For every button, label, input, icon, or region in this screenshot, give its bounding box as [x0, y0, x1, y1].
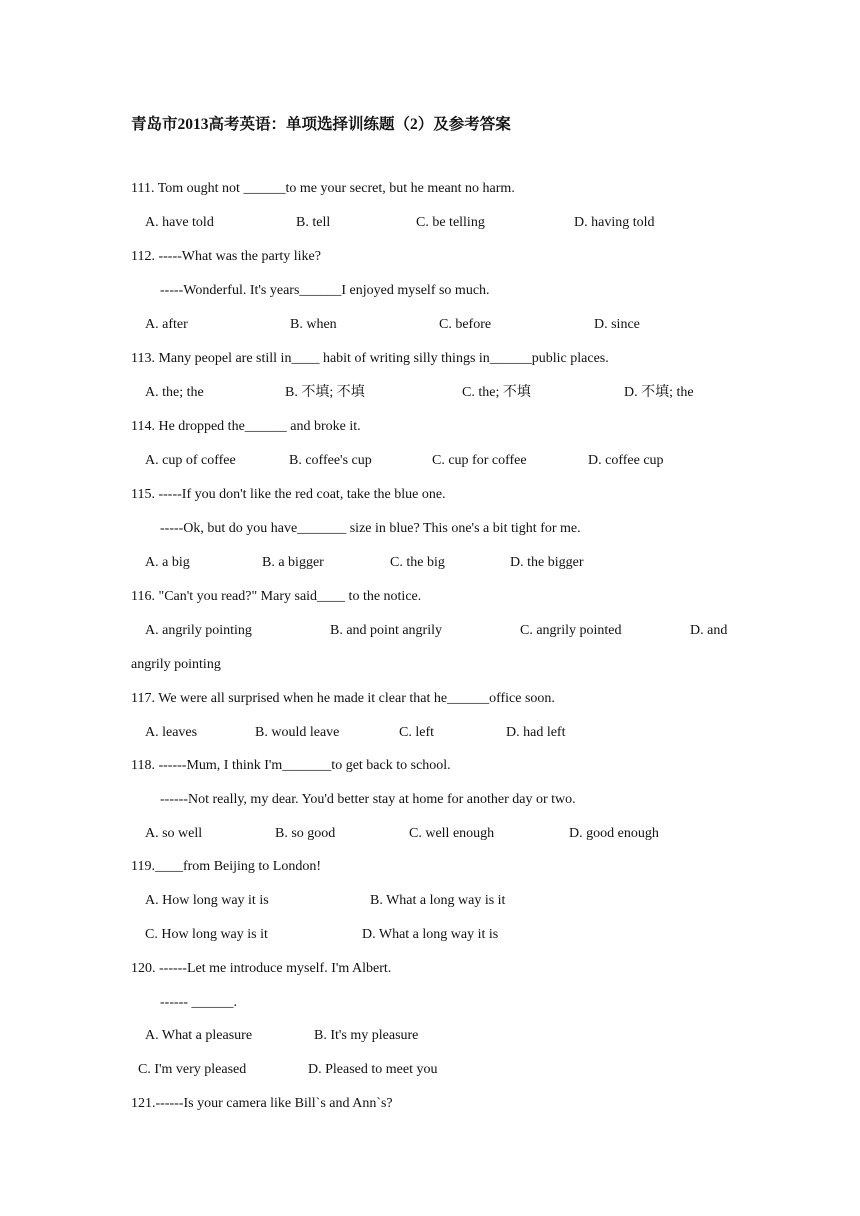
question-116-option-a: A. angrily pointing: [145, 623, 252, 638]
question-111-option-a: A. have told: [145, 215, 214, 230]
question-120-option-d: D. Pleased to meet you: [308, 1062, 438, 1077]
question-117-stem: 117. We were all surprised when he made it clear that he______office soon.: [131, 691, 555, 706]
question-119-option-c: C. How long way is it: [145, 927, 268, 942]
question-120-option-b: B. It's my pleasure: [314, 1028, 419, 1043]
question-116-option-d: D. and: [690, 623, 728, 638]
question-118-option-d: D. good enough: [569, 826, 659, 841]
question-117-option-b: B. would leave: [255, 725, 340, 740]
question-112-option-c: C. before: [439, 317, 492, 332]
question-114-option-b: B. coffee's cup: [289, 453, 372, 468]
question-112-option-a: A. after: [145, 317, 188, 332]
question-114-stem: 114. He dropped the______ and broke it.: [131, 419, 361, 434]
question-115-option-a: A. a big: [145, 555, 190, 570]
question-116-option-b: B. and point angrily: [330, 623, 442, 638]
question-115-option-d: D. the bigger: [510, 555, 584, 570]
question-111-option-c: C. be telling: [416, 215, 485, 230]
question-113-stem: 113. Many peopel are still in____ habit of writing silly things in______public places.: [131, 351, 609, 366]
question-112-option-b: B. when: [290, 317, 337, 332]
question-116-stem: 116. "Can't you read?" Mary said____ to the notice.: [131, 589, 422, 604]
question-119-option-a: A. How long way it is: [145, 893, 269, 908]
question-120-dialogue: ------ ______.: [160, 995, 237, 1010]
question-114-option-d: D. coffee cup: [588, 453, 664, 468]
question-118-option-c: C. well enough: [409, 826, 495, 841]
question-113-option-c: C. the; 不填: [462, 385, 531, 400]
question-118-stem: 118. ------Mum, I think I'm_______to get back to school.: [131, 758, 451, 773]
question-119-stem: 119.____from Beijing to London!: [131, 859, 322, 874]
question-118-option-a: A. so well: [145, 826, 203, 841]
question-118-dialogue: ------Not really, my dear. You'd better stay at home for another day or two.: [160, 792, 576, 807]
question-119-option-b: B. What a long way is it: [370, 893, 506, 908]
question-121-stem: 121.------Is your camera like Bill`s and Ann`s?: [131, 1096, 393, 1111]
question-115-option-b: B. a bigger: [262, 555, 324, 570]
question-120-option-c: C. I'm very pleased: [138, 1062, 247, 1077]
question-116-option-d-continued: angrily pointing: [131, 657, 221, 672]
question-111-option-b: B. tell: [296, 215, 331, 230]
page-title: 青岛市2013高考英语：单项选择训练题（2）及参考答案: [131, 116, 511, 133]
question-113-option-b: B. 不填; 不填: [285, 385, 365, 400]
question-120-stem: 120. ------Let me introduce myself. I'm Albert.: [131, 961, 392, 976]
question-118-option-b: B. so good: [275, 826, 336, 841]
question-120-option-a: A. What a pleasure: [145, 1028, 253, 1043]
question-119-option-d: D. What a long way it is: [362, 927, 499, 942]
question-112-dialogue: -----Wonderful. It's years______I enjoyed myself so much.: [160, 283, 490, 298]
question-115-option-c: C. the big: [390, 555, 445, 570]
question-115-dialogue: -----Ok, but do you have_______ size in blue? This one's a bit tight for me.: [160, 521, 581, 536]
question-111-stem: 111. Tom ought not ______to me your secret, but he meant no harm.: [131, 181, 515, 196]
question-115-stem: 115. -----If you don't like the red coat, take the blue one.: [131, 487, 446, 502]
question-113-option-d: D. 不填; the: [624, 385, 694, 400]
question-116-option-c: C. angrily pointed: [520, 623, 622, 638]
question-114-option-a: A. cup of coffee: [145, 453, 236, 468]
question-117-option-a: A. leaves: [145, 725, 198, 740]
question-117-option-d: D. had left: [506, 725, 566, 740]
question-112-stem: 112. -----What was the party like?: [131, 249, 321, 264]
question-117-option-c: C. left: [399, 725, 434, 740]
question-114-option-c: C. cup for coffee: [432, 453, 527, 468]
question-111-option-d: D. having told: [574, 215, 655, 230]
question-112-option-d: D. since: [594, 317, 640, 332]
question-113-option-a: A. the; the: [145, 385, 204, 400]
